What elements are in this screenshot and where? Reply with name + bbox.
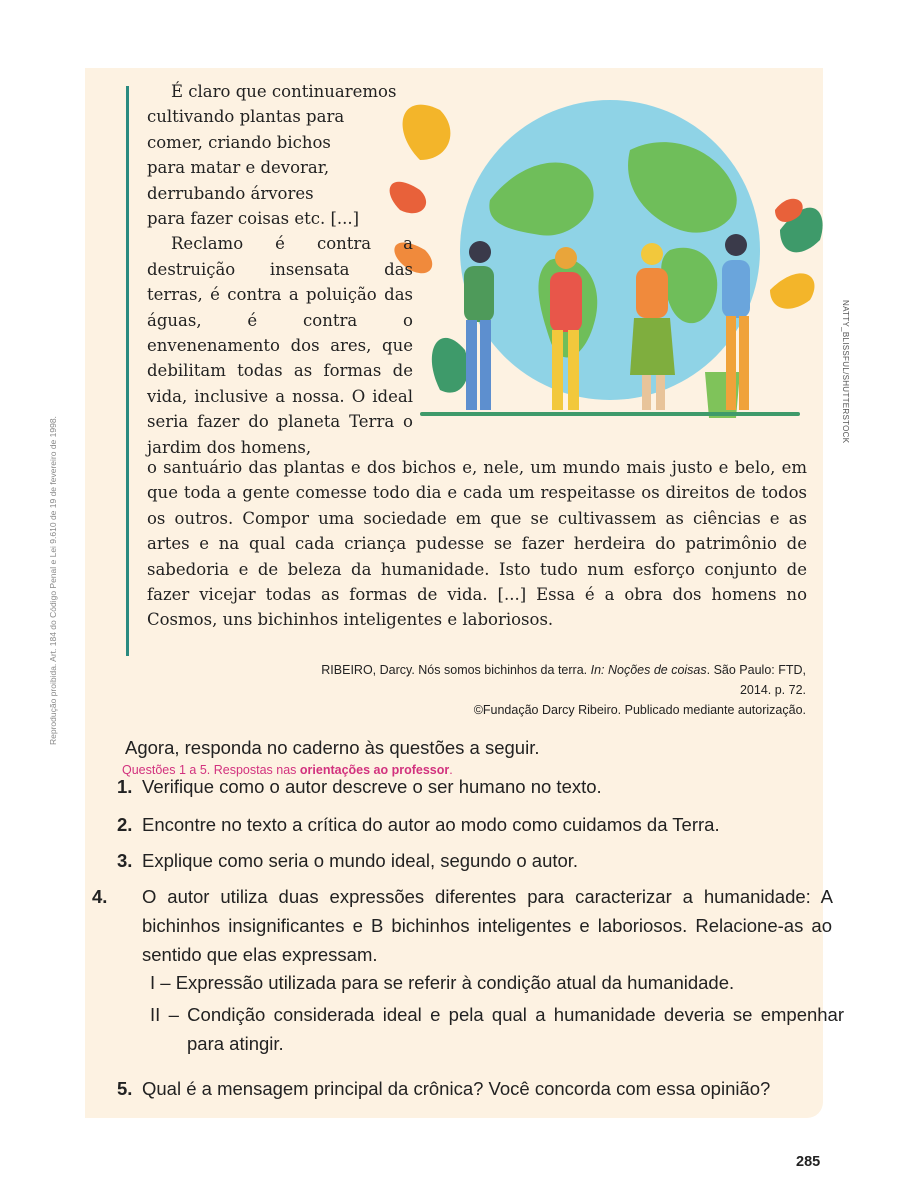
quote-paragraph-2-start: Reclamo é contra a destruição insensata das terras, é contra a poluição das águas, é contra o envenenamento dos ares, que debilitam todas as formas de vida, inclusive a nossa. O ideal seria fazer do planeta Terra o jardim dos homens, — [147, 234, 413, 457]
question-number: 4. — [92, 886, 108, 907]
sub-item-number: I – — [150, 972, 171, 993]
quote-line: comer, criando bichos — [147, 132, 331, 152]
sub-item-text: Expressão utilizada para se referir à condição atual da humanidade. — [175, 972, 735, 993]
quote-line: para matar e devorar, — [147, 158, 330, 178]
citation-publisher: . São Paulo: FTD, 2014. p. 72. — [706, 663, 806, 697]
question-number: 1. — [117, 776, 133, 797]
teacher-note-prefix: Questões 1 a 5. Respostas nas — [122, 763, 300, 777]
sub-item-number: II – — [150, 1004, 179, 1025]
label-a: A — [820, 886, 832, 907]
question-number: 2. — [117, 814, 133, 835]
quote-line: para fazer coisas etc. [...] — [147, 209, 360, 229]
question-text: Qual é a mensagem principal da crônica? Você concorda com essa opinião? — [142, 1078, 771, 1099]
question-text: Verifique como o autor descreve o ser humano no texto. — [142, 776, 602, 797]
label-b: B — [370, 915, 384, 936]
image-credit: NATTY_BLISSFUL/SHUTTERSTOCK — [841, 300, 850, 444]
question-text: Explique como seria o mundo ideal, segundo o autor. — [142, 850, 579, 871]
teacher-note-suffix: . — [449, 763, 453, 777]
question-5 — [117, 1074, 807, 1103]
question-text: bichinhos inteligentes e laboriosos. Relacione-as ao sentido que elas expressam. — [142, 915, 832, 965]
earth-people-illustration — [380, 90, 830, 430]
citation-copyright: ©Fundação Darcy Ribeiro. Publicado mediante autorização. — [473, 703, 806, 717]
sub-item-1 — [150, 968, 844, 997]
quote-wide-column — [147, 455, 807, 633]
teacher-note-bold: orientações ao professor — [299, 763, 450, 777]
question-number: 3. — [117, 850, 133, 871]
citation — [300, 660, 806, 720]
page-number: 285 — [796, 1154, 821, 1170]
question-text: Encontre no texto a crítica do autor ao modo como cuidamos da Terra. — [142, 814, 720, 835]
question-text: bichinhos insignificantes e — [142, 915, 371, 936]
sub-item-text: Condição considerada ideal e pela qual a humanidade deveria se empenhar para atingir. — [187, 1004, 845, 1054]
quote-bar — [126, 86, 129, 656]
quote-line: derrubando árvores — [147, 183, 314, 203]
quote-line: É claro que continuaremos — [171, 82, 397, 101]
legal-notice: Reprodução proibida. Art. 184 do Código Penal e Lei 9.610 de 19 de fevereiro de 1998. — [48, 416, 58, 745]
question-4 — [92, 882, 832, 969]
question-text: O autor utiliza duas expressões diferentes para caracterizar a humanidade: — [142, 886, 821, 907]
sub-item-2 — [150, 1000, 844, 1058]
question-3 — [117, 846, 807, 875]
quote-line: cultivando plantas para — [147, 107, 345, 127]
citation-work: In: Noções de coisas — [590, 663, 707, 677]
citation-author: RIBEIRO, Darcy. Nós somos bichinhos da terra. — [321, 663, 591, 677]
questions-intro: Agora, responda no caderno às questões a seguir. — [125, 737, 540, 758]
question-1 — [117, 772, 807, 801]
question-2 — [117, 810, 807, 839]
quote-narrow-column — [147, 79, 413, 460]
question-number: 5. — [117, 1078, 133, 1099]
quote-paragraph-2-end: o santuário das plantas e dos bichos e, nele, um mundo mais justo e belo, em que toda a gente comesse todo dia e cada um respeitasse os direitos de todos os outros. Compor uma sociedade em que se cultivassem as ciências e as artes e na qual cada criança pudesse se fazer herdeira do patrimônio de sabedoria e de beleza da humanidade. Isto tudo num esforço conjunto de fazer vicejar todas as formas de vida. [...] Essa é a obra dos homens no Cosmos, uns bichinhos inteligentes e laboriosos. — [147, 458, 807, 630]
